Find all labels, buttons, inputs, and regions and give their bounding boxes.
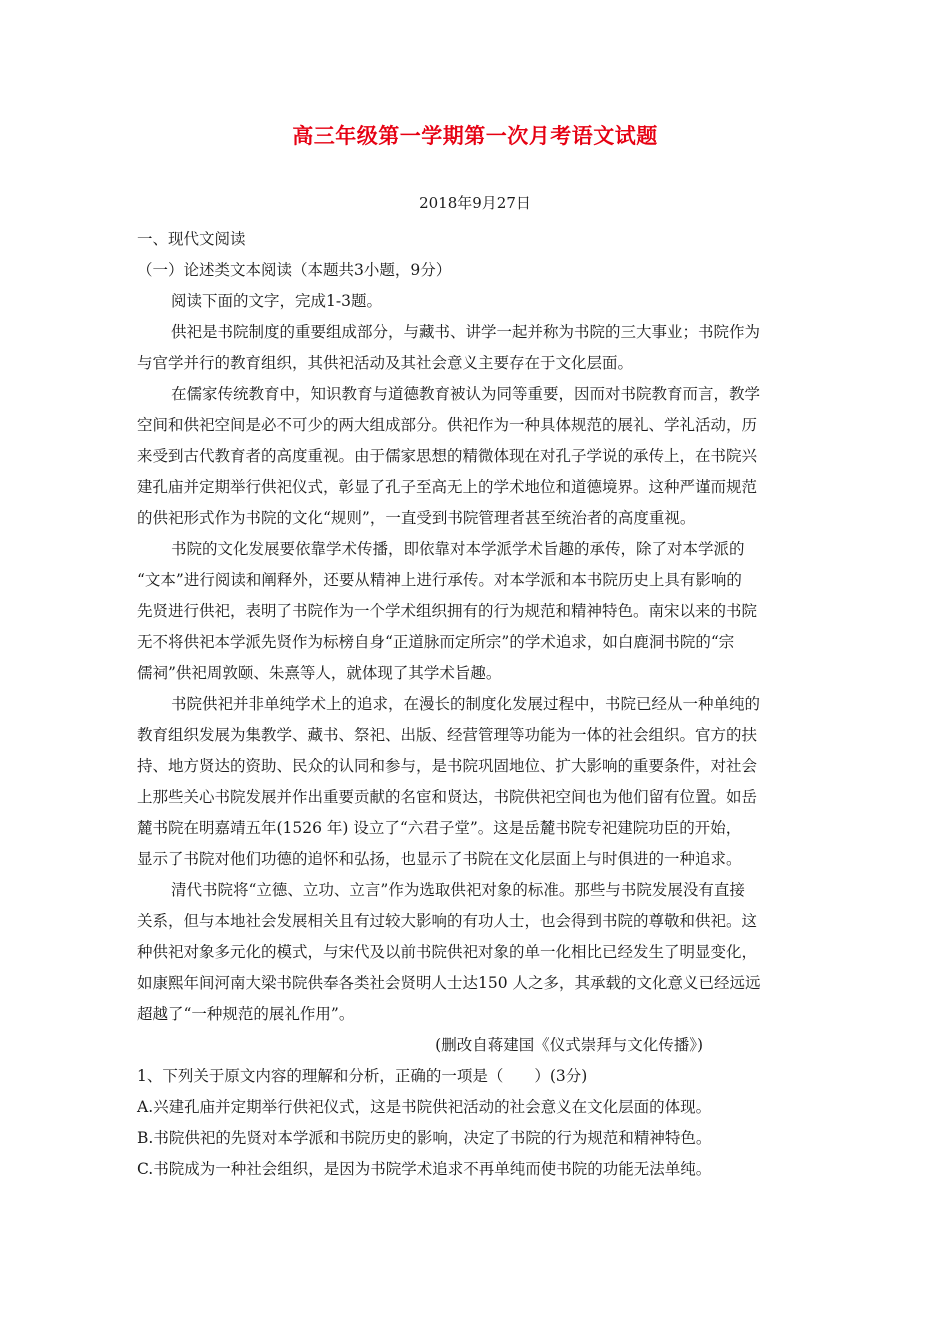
paragraph-line: 儒祠”供祀周敦颐、朱熹等人，就体现了其学术旨趣。: [137, 664, 502, 682]
paragraph-5: [137, 875, 813, 1030]
paragraph-1: [137, 317, 813, 379]
exam-body: [137, 224, 813, 1185]
section-heading: 一、现代文阅读: [137, 230, 246, 248]
paragraph-line: 书院供祀并非单纯学术上的追求，在漫长的制度化发展过程中，书院已经从一种单纯的: [171, 695, 761, 713]
paragraph-3: [137, 534, 813, 689]
paragraph-line: 如康熙年间河南大梁书院供奉各类社会贤明人士达150 人之多，其承载的文化意义已经远远: [137, 974, 761, 992]
paragraph-2: [137, 379, 813, 534]
question-1-stem: 1、下列关于原文内容的理解和分析，正确的一项是（ ）(3分): [137, 1067, 588, 1085]
paragraph-line: 显示了书院对他们功德的追怀和弘扬，也显示了书院在文化层面上与时俱进的一种追求。: [137, 850, 742, 868]
paragraph-line: 供祀是书院制度的重要组成部分，与藏书、讲学一起并称为书院的三大事业；书院作为: [171, 323, 761, 341]
source-citation: (删改自蒋建国《仪式崇拜与文化传播》): [435, 1036, 703, 1054]
paragraph-line: 先贤进行供祀，表明了书院作为一个学术组织拥有的行为规范和精神特色。南宋以来的书院: [137, 602, 758, 620]
question-1-option-c: C.书院成为一种社会组织，是因为书院学术追求不再单纯而使书院的功能无法单纯。: [137, 1160, 712, 1178]
paragraph-line: 书院的文化发展要依靠学术传播，即依靠对本学派学术旨趣的承传，除了对本学派的: [171, 540, 745, 558]
question-1-option-b: B.书院供祀的先贤对本学派和书院历史的影响，决定了书院的行为规范和精神特色。: [137, 1129, 712, 1147]
paragraph-line: 空间和供祀空间是必不可少的两大组成部分。供祀作为一种具体规范的展礼、学礼活动，历: [137, 416, 758, 434]
paragraph-line: 清代书院将“立德、立功、立言”作为选取供祀对象的标准。那些与书院发展没有直接: [171, 881, 745, 899]
paragraph-line: 与官学并行的教育组织，其供祀活动及其社会意义主要存在于文化层面。: [137, 354, 634, 372]
paragraph-line: 在儒家传统教育中，知识教育与道德教育被认为同等重要，因而对书院教育而言，教学: [171, 385, 761, 403]
paragraph-4: [137, 689, 813, 875]
reading-instruction: 阅读下面的文字，完成1-3题。: [171, 292, 382, 310]
paragraph-line: 关系，但与本地社会发展相关且有过较大影响的有功人士，也会得到书院的尊敬和供祀。这: [137, 912, 758, 930]
paragraph-line: 麓书院在明嘉靖五年(1526 年) 设立了“六君子堂”。这是岳麓书院专祀建院功臣的开始，: [137, 819, 742, 837]
paragraph-line: 建孔庙并定期举行供祀仪式，彰显了孔子至高无上的学术地位和道德境界。这种严谨而规范: [137, 478, 758, 496]
subsection-heading: （一）论述类文本阅读（本题共3小题，9分）: [137, 261, 452, 279]
paragraph-line: 无不将供祀本学派先贤作为标榜自身“正道脉而定所宗”的学术追求，如白鹿洞书院的“宗: [137, 633, 735, 651]
paragraph-line: 教育组织发展为集教学、藏书、祭祀、出版、经营管理等功能为一体的社会组织。官方的扶: [137, 726, 758, 744]
paragraph-line: 超越了“一种规范的展礼作用”。: [137, 1005, 355, 1023]
paragraph-line: 上那些关心书院发展并作出重要贡献的名宦和贤达，书院供祀空间也为他们留有位置。如岳: [137, 788, 758, 806]
exam-date: 2018年9月27日: [419, 194, 531, 212]
paragraph-line: 持、地方贤达的资助、民众的认同和参与，是书院巩固地位、扩大影响的重要条件，对社会: [137, 757, 758, 775]
paragraph-line: 种供祀对象多元化的模式，与宋代及以前书院供祀对象的单一化相比已经发生了明显变化，: [137, 943, 758, 961]
paragraph-line: 的供祀形式作为书院的文化“规则”，一直受到书院管理者甚至统治者的高度重视。: [137, 509, 696, 527]
paragraph-line: “文本”进行阅读和阐释外，还要从精神上进行承传。对本学派和本书院历史上具有影响的: [137, 571, 742, 589]
paragraph-line: 来受到古代教育者的高度重视。由于儒家思想的精微体现在对孔子学说的承传上，在书院兴: [137, 447, 758, 465]
question-1-option-a: A.兴建孔庙并定期举行供祀仪式，这是书院供祀活动的社会意义在文化层面的体现。: [137, 1098, 712, 1116]
exam-title: 高三年级第一学期第一次月考语文试题: [292, 124, 658, 148]
